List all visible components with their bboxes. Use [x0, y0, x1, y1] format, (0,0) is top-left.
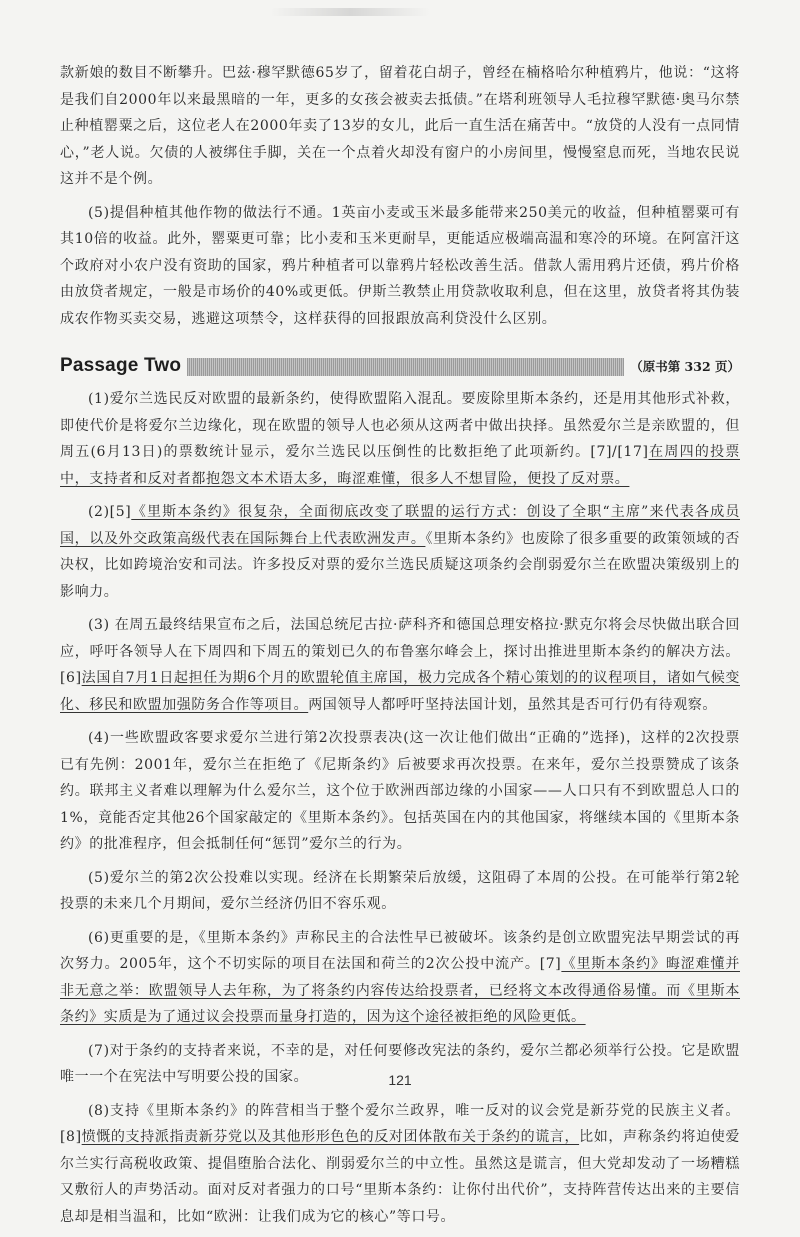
paragraph-5-part-one: (5)提倡种植其他作物的做法行不通。1英亩小麦或玉米最多能带来250美元的收益，但种植罂粟可有其10倍的收益。此外，罂粟更可靠；比小麦和玉米更耐旱，更能适应极端高温和寒冷的环境。在阿富汗这个政府对小农户没有资助的国家，鸦片种植者可以靠鸦片轻松改善生活。借款人需用鸦片还债，鸦片价格由放贷者规定，一般是市场价的40%或更低。伊斯兰教禁止用贷款收取利息，但在这里，放贷者将其伪装成农作物买卖交易，逃避这项禁令，这样获得的回报跟放高利贷没什么区别。	[60, 204, 740, 327]
p3-text: (3) 在周五最终结果宣布之后，法国总统尼古拉·萨科齐和德国总理安格拉·默克尔将会尽快做出联合回应，呼吁各领导人在下周四和下周五的策划已久的布鲁塞尔峰会上，探讨出推进里斯本条约的解决方法。[6]	[60, 617, 740, 686]
passage-header	[60, 354, 740, 378]
passage-paragraph-3	[60, 612, 740, 718]
passage-paragraph-8	[60, 1098, 740, 1231]
p2-marker: (2)[5]	[88, 504, 132, 520]
p6-underlined-text: 《里斯本条约》晦涩难懂并非无意之举：欧盟领导人去年称，为了将条约内容传达给投票者，已经将文本改得通俗易懂。而《里斯本条约》实质是为了通过议会投票而量身打造的，因为这个途径被拒绝的风险更低。	[60, 956, 740, 1025]
page-content	[60, 60, 740, 1237]
p2-underlined-text: 《里斯本条约》很复杂，全面彻底改变了联盟的运行方式：创设了全职“主席”来代表各成员国，以及外交政策高级代表在国际舞台上代表欧洲发声。	[60, 504, 740, 547]
passage-paragraph-4: (4)一些欧盟政客要求爱尔兰进行第2次投票表决(这一次让他们做出“正确的”选择)，这样的2次投票已有先例：2001年，爱尔兰在拒绝了《尼斯条约》后被要求再次投票。在来年，爱尔兰投票赞成了该条约。联邦主义者难以理解为什么爱尔兰，这个位于欧洲西部边缘的小国家——人口只有不到欧盟总人口的1%，竟能否定其他26个国家敲定的《里斯本条约》。包括英国在内的其他国家，将继续本国的《里斯本条约》的批准程序，但会抵制任何“惩罚”爱尔兰的行为。	[60, 730, 740, 852]
p8-text-end: 比如，声称条约将迫使爱尔兰实行高税收政策、提倡堕胎合法化、削弱爱尔兰的中立性。虽然这是谎言，但大党却发动了一场糟糕又敷衍人的声势活动。面对反对者强力的口号“里斯本条约：让你付出代价”，支持阵营传达出来的主要信息却是相当温和，比如“欧洲：让我们成为它的核心”等口号。	[60, 1129, 740, 1225]
passage-paragraph-2	[60, 499, 740, 605]
passage-header-bar	[187, 358, 624, 376]
p2-text: 《里斯本条约》也废除了很多重要的政策领域的否决权，比如跨境治安和司法。许多投反对票的爱尔兰选民质疑这项条约会削弱爱尔兰在欧盟决策级别上的影响力。	[60, 530, 740, 600]
p1-text: (1)爱尔兰选民反对欧盟的最新条约，使得欧盟陷入混乱。要废除里斯本条约，还是用其他形式补救，即使代价是将爱尔兰边缘化，现在欧盟的领导人也必须从这两者中做出抉择。虽然爱尔兰是亲欧盟的，但周五(6月13日)的票数统计显示，爱尔兰选民以压倒性的比数拒绝了此项新约。[7]/[17]	[60, 391, 740, 460]
passage-reference: （原书第 332 页）	[630, 359, 740, 374]
passage-title: Passage Two	[60, 355, 182, 376]
passage-paragraph-5: (5)爱尔兰的第2次公投难以实现。经济在长期繁荣后放缓，这阻碍了本周的公投。在可能举行第2轮投票的未来几个月期间，爱尔兰经济仍旧不容乐观。	[60, 869, 740, 912]
p3-text-end: 两国领导人都呼吁坚持法国计划，虽然其是否可行仍有待观察。	[308, 696, 718, 713]
passage-paragraph-1	[60, 386, 740, 492]
passage-paragraph-6	[60, 925, 740, 1031]
p1-underlined-text: 在周四的投票中，支持者和反对者都抱怨文本术语太多，晦涩难懂，很多人不想冒险，便投了反对票。	[60, 444, 740, 487]
passage-paragraph-7: (7)对于条约的支持者来说，不幸的是，对任何要修改宪法的条约，爱尔兰都必须举行公投。它是欧盟唯一一个在宪法中写明要公投的国家。	[60, 1042, 740, 1085]
paragraph-continuation: 款新娘的数目不断攀升。巴兹·穆罕默德65岁了，留着花白胡子，曾经在楠格哈尔种植鸦片，他说：“这将是我们自2000年以来最黑暗的一年，更多的女孩会被卖去抵债。”在塔利班领导人毛拉穆罕默德·奥马尔禁止种植罂粟之后，这位老人在2000年卖了13岁的女儿，此后一直生活在痛苦中。“放贷的人没有一点同情心，”老人说。欠债的人被绑住手脚，关在一个点着火却没有窗户的小房间里，慢慢窒息而死，当地农民说这并不是个例。	[60, 65, 740, 187]
p6-text: (6)更重要的是，《里斯本条约》声称民主的合法性早已被破坏。该条约是创立欧盟宪法早期尝试的再次努力。2005年，这个不切实际的项目在法国和荷兰的2次公投中流产。[7]	[60, 929, 740, 972]
p8-underlined-text: 愤慨的支持派指责新芬党以及其他形形色色的反对团体散布关于条约的谎言，	[81, 1129, 580, 1145]
p8-text: (8)支持《里斯本条约》的阵营相当于整个爱尔兰政界，唯一反对的议会党是新芬党的民族主义者。[8]	[60, 1102, 740, 1145]
page-number: 121	[388, 1072, 412, 1088]
scan-smudge	[270, 8, 430, 16]
p3-underlined-text: 法国自7月1日起担任为期6个月的欧盟轮值主席国，极力完成各个精心策划的的议程项目，诸如气候变化、移民和欧盟加强防务合作等项目。	[60, 670, 740, 713]
